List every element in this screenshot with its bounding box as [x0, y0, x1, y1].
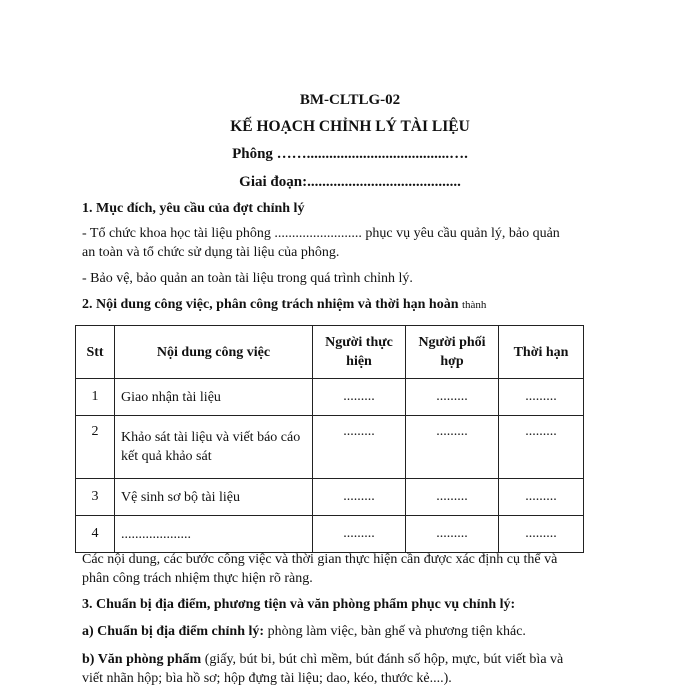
section-3-a-text: phòng làm việc, bàn ghế và phương tiện khác.	[264, 624, 526, 639]
row-task: Khảo sát tài liệu và viết báo cáo kết quả khảo sát	[115, 416, 313, 479]
header-performer: Người thực hiện	[313, 326, 406, 379]
row-deadline: .........	[499, 516, 584, 553]
row-deadline: .........	[499, 379, 584, 416]
row-deadline: .........	[499, 479, 584, 516]
section-3-b-line-2: viết nhãn hộp; bìa hồ sơ; hộp đựng tài liệu; dao, kéo, thước kẻ....).	[82, 671, 452, 686]
section-1-para-2: - Bảo vệ, bảo quản an toàn tài liệu trong quá trình chỉnh lý.	[82, 271, 413, 286]
header-deadline: Thời hạn	[499, 326, 584, 379]
section-2-heading-suffix: thành	[461, 299, 487, 311]
row-coordinator: .........	[406, 479, 499, 516]
section-2-note-line-2: phân công trách nhiệm thực hiện rõ ràng.	[82, 571, 313, 586]
giai-doan-line: Giai đoạn:.........................................	[239, 174, 461, 190]
row-stt: 4	[76, 516, 115, 553]
form-code: BM-CLTLG-02	[299, 92, 401, 108]
section-3-heading: 3. Chuẩn bị địa điểm, phương tiện và văn phòng phẩm phục vụ chỉnh lý:	[82, 597, 516, 612]
table-row	[76, 379, 584, 416]
header-task: Nội dung công việc	[115, 326, 313, 379]
section-3-a	[82, 624, 526, 640]
row-stt: 2	[76, 416, 115, 479]
table-row	[76, 516, 584, 553]
row-performer: .........	[313, 516, 406, 553]
row-performer: .........	[313, 479, 406, 516]
row-performer: .........	[313, 416, 406, 479]
section-2-note-line-1: Các nội dung, các bước công việc và thời gian thực hiện cần được xác định cụ thể và	[82, 552, 558, 567]
row-stt: 3	[76, 479, 115, 516]
section-2-heading-text: 2. Nội dung công việc, phân công trách nhiệm và thời hạn hoàn	[82, 297, 459, 312]
section-2-heading	[82, 297, 486, 313]
section-1-heading: 1. Mục đích, yêu cầu của đợt chỉnh lý	[82, 201, 305, 216]
section-3-a-label: a) Chuẩn bị địa điểm chỉnh lý:	[82, 624, 265, 639]
table-header-row	[76, 326, 584, 379]
table-row	[76, 416, 584, 479]
row-deadline: .........	[499, 416, 584, 479]
phong-line: Phông ……......................................….	[232, 146, 468, 162]
row-performer: .........	[313, 379, 406, 416]
row-task: Vệ sinh sơ bộ tài liệu	[115, 479, 313, 516]
section-3-b	[82, 652, 563, 668]
section-1-para-1-line-2: an toàn và tổ chức sử dụng tài liệu của phông.	[82, 245, 340, 260]
section-1-para-1-line-1: - Tổ chức khoa học tài liệu phông ......................... phục vụ yêu cầu quản lý, bảo quản	[82, 226, 560, 241]
header-coordinator: Người phối hợp	[406, 326, 499, 379]
document-title: KẾ HOẠCH CHỈNH LÝ TÀI LIỆU	[230, 118, 470, 135]
section-3-b-text: (giấy, bút bi, bút chì mềm, bút đánh số hộp, mực, bút viết bìa và	[201, 652, 564, 667]
row-coordinator: .........	[406, 516, 499, 553]
header-stt: Stt	[76, 326, 115, 379]
section-3-b-label: b) Văn phòng phẩm	[82, 652, 202, 667]
row-coordinator: .........	[406, 379, 499, 416]
row-stt: 1	[76, 379, 115, 416]
task-table	[75, 325, 584, 553]
table-row	[76, 479, 584, 516]
row-coordinator: .........	[406, 416, 499, 479]
row-task: Giao nhận tài liệu	[115, 379, 313, 416]
row-task: ....................	[115, 516, 313, 553]
